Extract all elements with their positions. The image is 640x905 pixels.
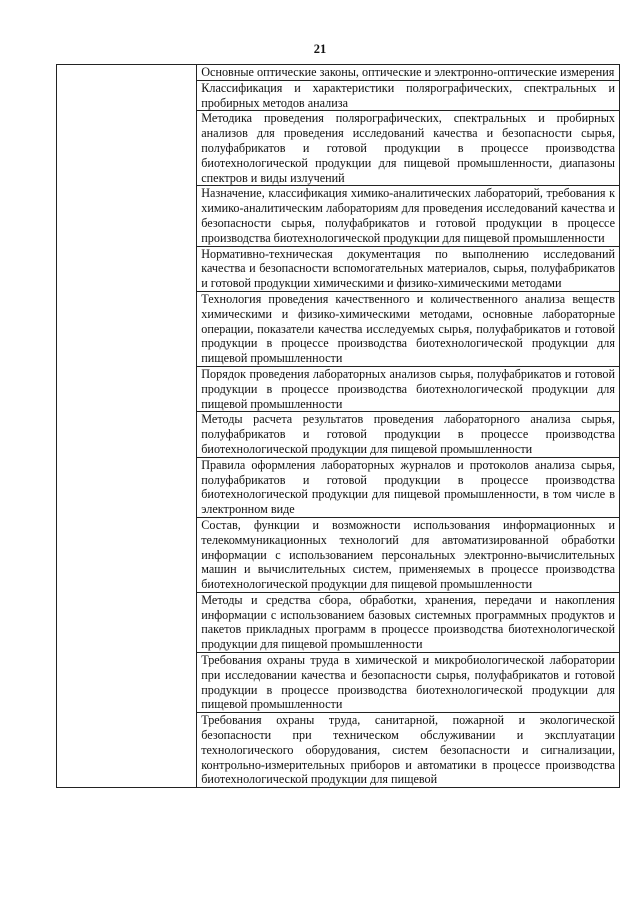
knowledge-item: Порядок проведения лабораторных анализов сырья, полуфабрикатов и готовой продукции в процессе производства биотехнологической продукции для пищевой промышленности [197,366,620,411]
knowledge-item: Классификация и характеристики полярографических, спектральных и пробирных методов анализа [197,80,620,111]
knowledge-item: Состав, функции и возможности использования информационных и телекоммуникационных технологий для автоматизированной обработки информации с использованием персональных электронно-вычислительных машин и вычислительных систем, применяемых в процессе производства биотехнологической продукции для пищевой промышленности [197,517,620,592]
knowledge-table [56,64,620,788]
knowledge-item: Назначение, классификация химико-аналитических лабораторий, требования к химико-аналитическим лабораториям для проведения исследований качества и безопасности сырья, полуфабрикатов и готовой продукции в процессе производства биотехнологической продукции для пищевой промышленности [197,186,620,246]
knowledge-item: Требования охраны труда, санитарной, пожарной и экологической безопасности при техническом обслуживании и эксплуатации технологического оборудования, систем безопасности и сигнализации, контрольно-измерительных приборов и автоматики в процессе производства биотехнологической продукции для пищевой [197,713,620,788]
knowledge-item: Методы и средства сбора, обработки, хранения, передачи и накопления информации с использованием базовых системных программных продуктов и пакетов прикладных программ в процессе производства биотехнологической продукции для пищевой промышленности [197,592,620,652]
knowledge-item: Требования охраны труда в химической и микробиологической лаборатории при исследовании качества и безопасности сырья, полуфабрикатов и готовой продукции в процессе производства биотехнологической продукции для пищевой промышленности [197,653,620,713]
knowledge-item: Технология проведения качественного и количественного анализа веществ химическими и физико-химическими методами, основные лабораторные операции, показатели качества исследуемых сырья, полуфабрикатов и готовой продукции в процессе производства биотехнологической продукции для пищевой промышленности [197,291,620,366]
table-row [57,65,620,81]
knowledge-table-container [56,64,620,788]
knowledge-item: Основные оптические законы, оптические и электронно-оптические измерения [197,65,620,81]
knowledge-item: Методика проведения полярографических, спектральных и пробирных анализов для проведения исследований качества и безопасности сырья, полуфабрикатов и готовой продукции в процессе производства биотехнологической продукции для пищевой промышленности, диапазоны спектров и виды излучений [197,111,620,186]
left-column-cell [57,65,197,788]
knowledge-item: Нормативно-техническая документация по выполнению исследований качества и безопасности вспомогательных материалов, сырья, полуфабрикатов и готовой продукции химическими и физико-химическими методами [197,246,620,291]
knowledge-item: Правила оформления лабораторных журналов и протоколов анализа сырья, полуфабрикатов и готовой продукции в процессе производства биотехнологической продукции для пищевой промышленности, в том числе в электронном виде [197,457,620,517]
knowledge-item: Методы расчета результатов проведения лабораторного анализа сырья, полуфабрикатов и готовой продукции в процессе производства биотехнологической продукции для пищевой промышленности [197,412,620,457]
page-number: 21 [313,42,327,56]
